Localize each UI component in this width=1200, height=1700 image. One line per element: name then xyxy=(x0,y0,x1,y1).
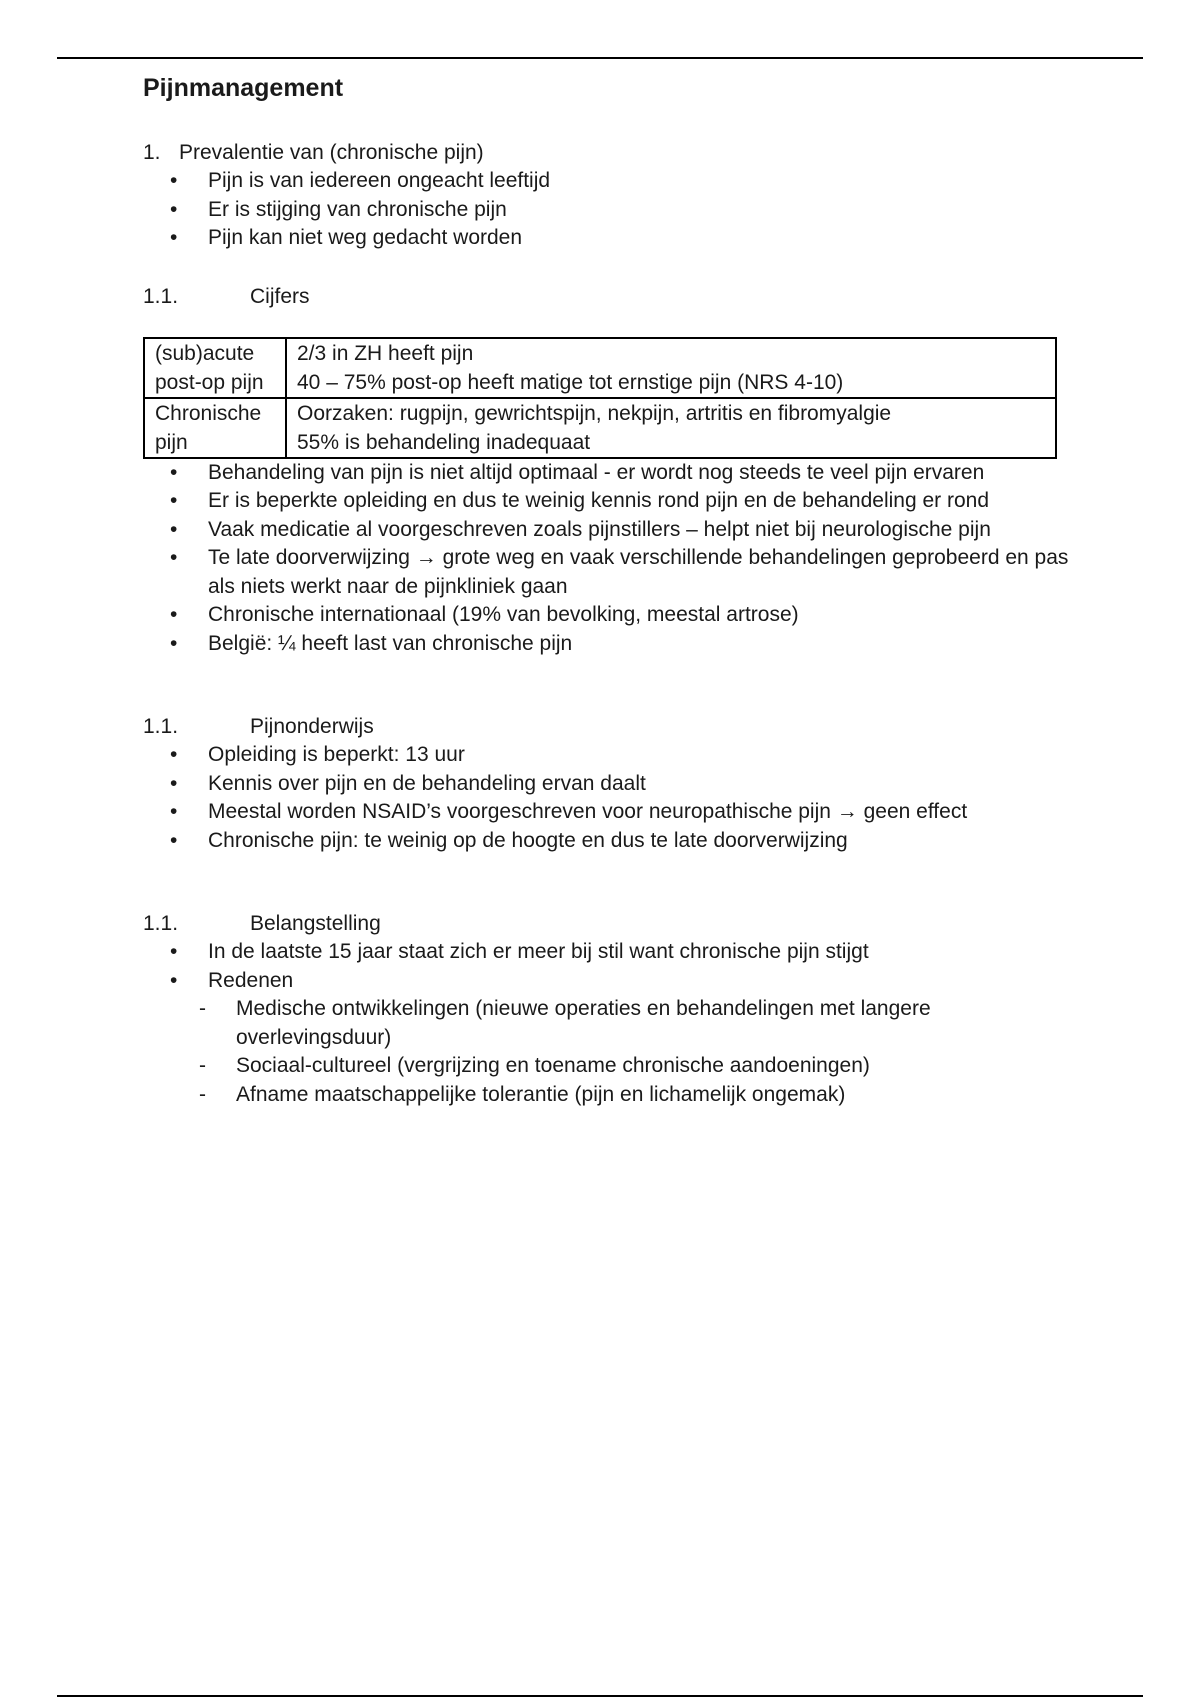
cell-line: 55% is behandeling inadequaat xyxy=(297,430,591,454)
list-item: • België: ¼ heeft last van chronische pijn xyxy=(143,630,1073,659)
list-item: • In de laatste 15 jaar staat zich er meer bij stil want chronische pijn stijgt xyxy=(143,938,1073,967)
table-cell-label xyxy=(144,338,286,398)
cell-line: pijn xyxy=(155,430,188,454)
list-item: • Chronische internationaal (19% van bevolking, meestal artrose) xyxy=(143,601,1073,630)
cijfers-table xyxy=(143,337,1057,459)
bullet-list-prevalentie xyxy=(143,167,1073,253)
list-item: • Pijn kan niet weg gedacht worden xyxy=(143,224,1073,253)
list-item: • Te late doorverwijzing → grote weg en vaak verschillende behandelingen geprobeerd en pas als niets werkt naar de pijnkliniek gaan xyxy=(143,544,1073,601)
cell-line: Chronische xyxy=(155,401,262,425)
cell-line: (sub)acute xyxy=(155,341,255,365)
list-item: • Meestal worden NSAID’s voorgeschreven voor neuropathische pijn → geen effect xyxy=(143,798,1073,827)
cell-line: post-op pijn xyxy=(155,370,264,394)
subsection-heading-belangstelling xyxy=(143,910,1073,938)
dash-list-redenen xyxy=(143,995,1073,1109)
list-item: • Opleiding is beperkt: 13 uur xyxy=(143,741,1073,770)
list-item: • Er is stijging van chronische pijn xyxy=(143,196,1073,225)
subsection-number: 1.1. xyxy=(143,284,179,308)
document-body xyxy=(143,72,1073,1109)
bullet-list-cijfers xyxy=(143,459,1073,659)
list-item: • Chronische pijn: te weinig op de hoogte en dus te late doorverwijzing xyxy=(143,827,1073,856)
section-title: Prevalentie van (chronische pijn) xyxy=(179,141,484,164)
cell-line: Oorzaken: rugpijn, gewrichtspijn, nekpijn, artritis en fibromyalgie xyxy=(297,401,892,425)
list-item: • Pijn is van iedereen ongeacht leeftijd xyxy=(143,167,1073,196)
subsection-number: 1.1. xyxy=(143,715,179,738)
sub-list-item: - Sociaal-cultureel (vergrijzing en toename chronische aandoeningen) xyxy=(143,1052,1073,1081)
section-heading-prevalentie xyxy=(143,139,1073,167)
list-item: • Vaak medicatie al voorgeschreven zoals pijnstillers – helpt niet bij neurologische pijn xyxy=(143,516,1073,545)
bullet-list-belangstelling xyxy=(143,938,1073,995)
subsection-heading-cijfers xyxy=(143,283,1073,311)
subsection-heading-pijnonderwijs xyxy=(143,713,1073,741)
list-item: • Er is beperkte opleiding en dus te weinig kennis rond pijn en de behandeling er rond xyxy=(143,487,1073,516)
cell-line: 2/3 in ZH heeft pijn xyxy=(297,341,474,365)
sub-list-item: - Afname maatschappelijke tolerantie (pijn en lichamelijk ongemak) xyxy=(143,1081,1073,1110)
list-item: • Redenen xyxy=(143,967,1073,996)
table-row xyxy=(144,338,1056,398)
table-cell-value xyxy=(286,398,1056,458)
page-title: Pijnmanagement xyxy=(143,74,344,102)
table-cell-value xyxy=(286,338,1056,398)
list-item: • Behandeling van pijn is niet altijd optimaal - er wordt nog steeds te veel pijn ervaren xyxy=(143,459,1073,488)
subsection-title: Pijnonderwijs xyxy=(250,715,374,738)
subsection-title: Cijfers xyxy=(250,284,310,308)
top-rule xyxy=(57,57,1143,59)
table-row xyxy=(144,398,1056,458)
subsection-title: Belangstelling xyxy=(250,912,381,935)
bullet-list-pijnonderwijs xyxy=(143,741,1073,855)
table-cell-label xyxy=(144,398,286,458)
subsection-number: 1.1. xyxy=(143,912,179,935)
cell-line: 40 – 75% post-op heeft matige tot ernstige pijn (NRS 4-10) xyxy=(297,370,844,394)
bottom-rule xyxy=(57,1695,1143,1697)
sub-list-item: - Medische ontwikkelingen (nieuwe operaties en behandelingen met langere overlevingsduur) xyxy=(143,995,1073,1052)
section-number: 1. xyxy=(143,141,161,164)
list-item: • Kennis over pijn en de behandeling ervan daalt xyxy=(143,770,1073,799)
